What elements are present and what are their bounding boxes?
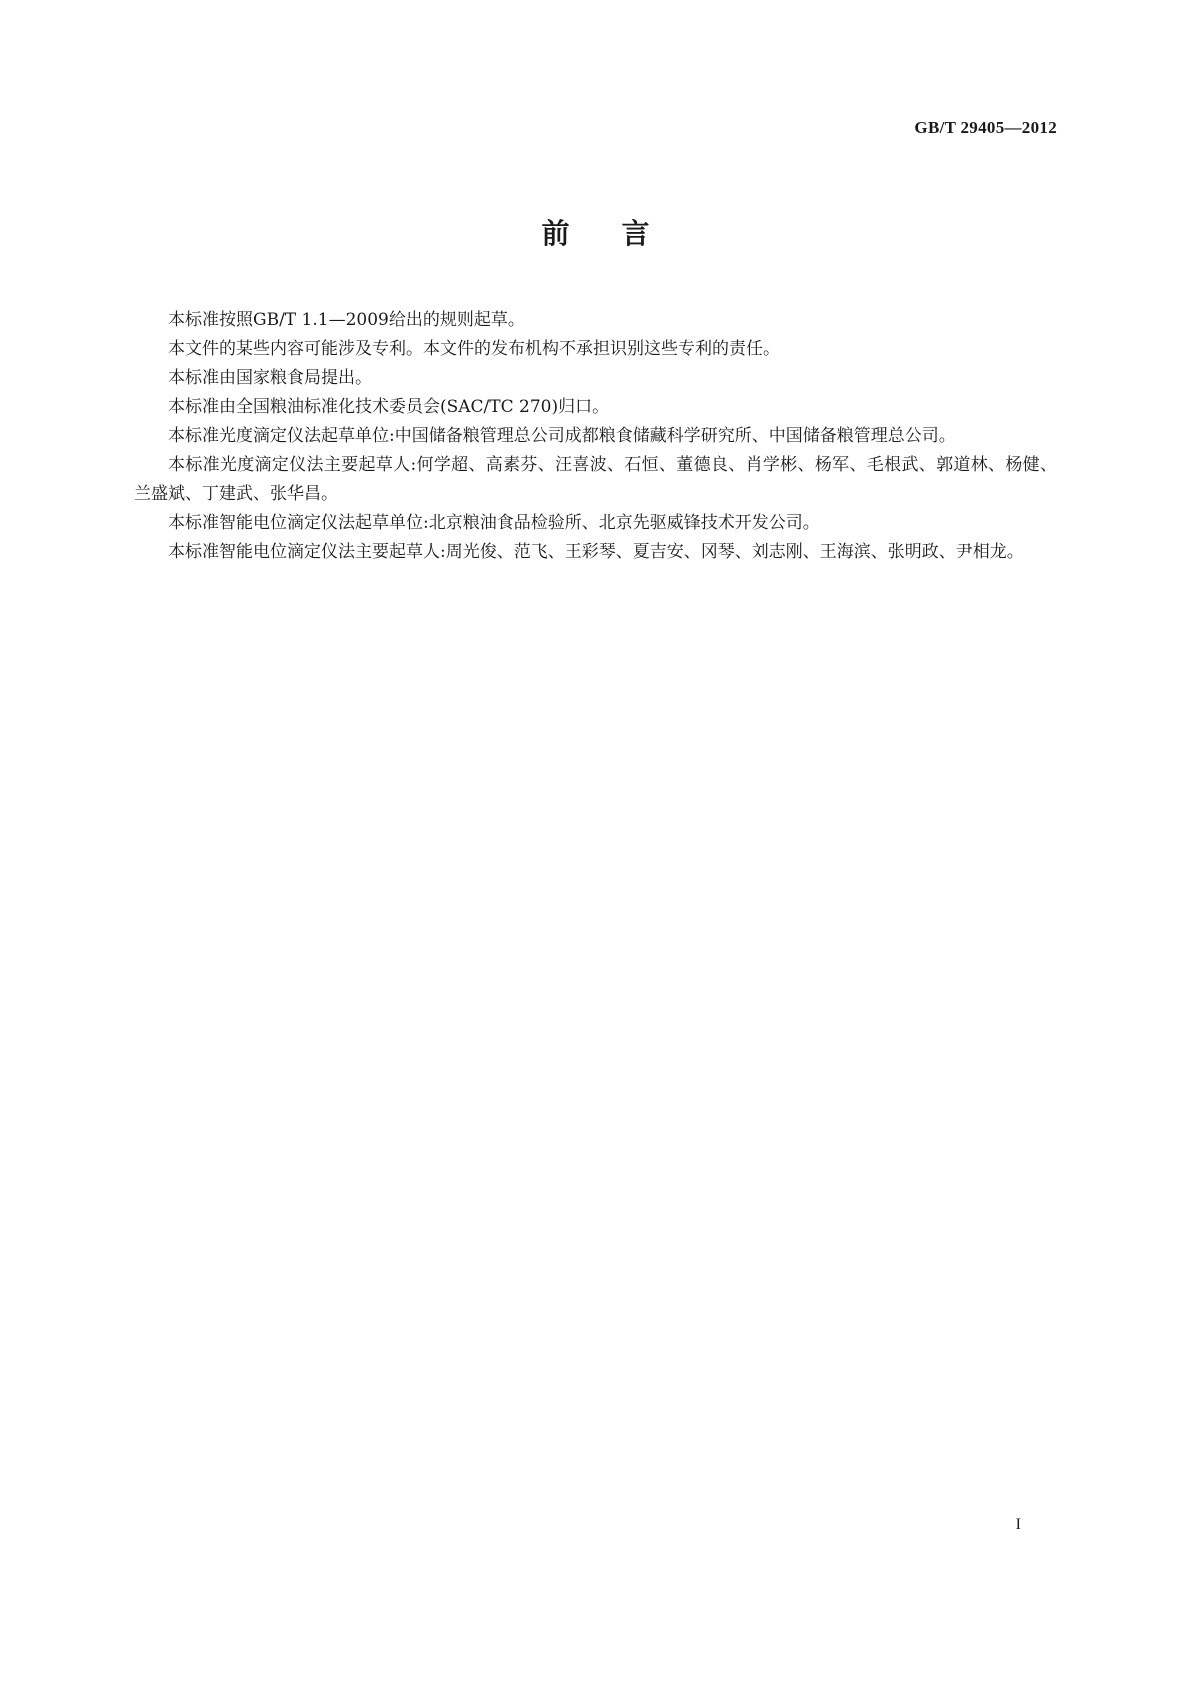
page-number: I xyxy=(1015,1516,1021,1533)
paragraph-potentiometric-drafters: 本标准智能电位滴定仪法主要起草人:周光俊、范飞、王彩琴、夏吉安、冈琴、刘志刚、王海滨、张明政、尹相龙。 xyxy=(168,542,1024,562)
paragraph-photometric-drafting-units: 本标准光度滴定仪法起草单位:中国储备粮管理总公司成都粮食储藏科学研究所、中国储备粮管理总公司。 xyxy=(168,426,956,446)
paragraph-technical-committee: 本标准由全国粮油标准化技术委员会(SAC/TC 270)归口。 xyxy=(168,397,610,417)
paragraph-photometric-drafters: 本标准光度滴定仪法主要起草人:何学超、高素芬、汪喜波、石恒、董德良、肖学彬、杨军、毛根武、郭道林、杨健、兰盛斌、丁建武、张华昌。 xyxy=(134,455,1057,504)
standard-number: GB/T 29405—2012 xyxy=(914,118,1057,137)
paragraph-drafting-rules: 本标准按照GB/T 1.1—2009给出的规则起草。 xyxy=(168,310,525,330)
paragraph-proposer: 本标准由国家粮食局提出。 xyxy=(168,368,372,388)
page-title: 前言 xyxy=(541,217,702,250)
foreword-body xyxy=(134,306,1057,567)
paragraph-patent-notice: 本文件的某些内容可能涉及专利。本文件的发布机构不承担识别这些专利的责任。 xyxy=(168,339,780,359)
paragraph-potentiometric-drafting-units: 本标准智能电位滴定仪法起草单位:北京粮油食品检验所、北京先驱威锋技术开发公司。 xyxy=(168,513,820,533)
